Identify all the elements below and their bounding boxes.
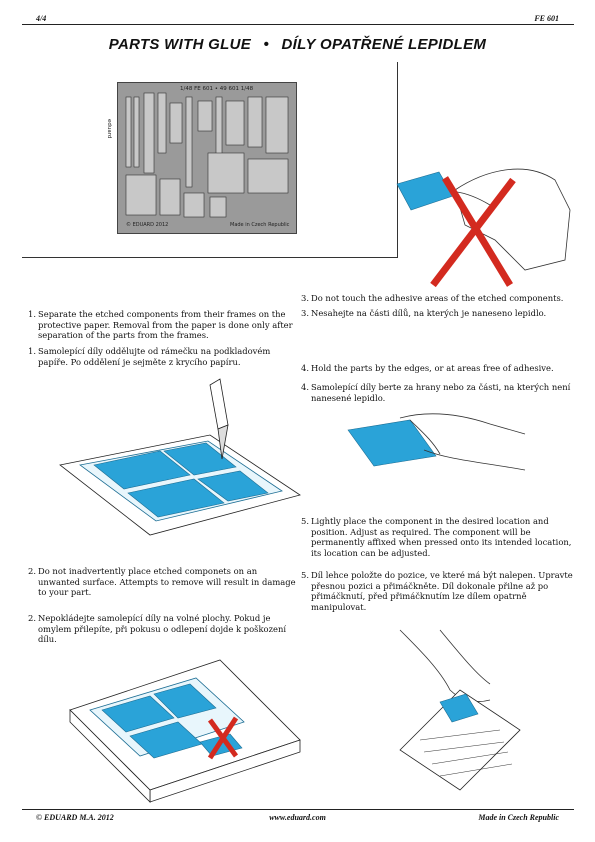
separate-parts-illustration bbox=[60, 385, 300, 535]
step-number: 1. bbox=[28, 309, 36, 319]
step-5-cz bbox=[301, 570, 575, 612]
step-2-cz bbox=[28, 613, 296, 645]
place-component-illustration bbox=[380, 630, 530, 795]
fret-made-in: Made in Czech Republic bbox=[230, 222, 290, 228]
step-text: Samolepící díly oddělujte od rámečku na podkladovém papíře. Po oddělení je sejměte z krycího papíru. bbox=[38, 346, 271, 367]
step-text: Separate the etched components from their frames on the protective paper. Removal from the paper is done only after separation of the parts from the frames. bbox=[38, 309, 293, 341]
footer-made-in: Made in Czech Republic bbox=[478, 813, 559, 822]
etched-fret bbox=[106, 82, 297, 234]
step-number: 2. bbox=[28, 566, 36, 576]
product-code: FE 601 bbox=[534, 14, 559, 23]
touch-adhesive-illustration bbox=[395, 150, 575, 300]
fret-side-label: eduard bbox=[106, 119, 112, 139]
step-number: 5. bbox=[301, 570, 309, 580]
step-text: Do not touch the adhesive areas of the etched components. bbox=[311, 293, 564, 303]
step-text: Hold the parts by the edges, or at areas free of adhesive. bbox=[311, 363, 554, 373]
step-5-en bbox=[301, 516, 575, 558]
hold-by-edges-illustration bbox=[340, 410, 530, 490]
step-3-en bbox=[301, 293, 575, 304]
step-number: 3. bbox=[301, 308, 309, 318]
step-text: Do not inadvertently place etched componets on an unwanted surface. Attempts to remove will result in damage to your part. bbox=[38, 566, 296, 598]
header-rule bbox=[22, 24, 574, 25]
step-number: 2. bbox=[28, 613, 36, 623]
step-text: Díl lehce položte do pozice, ve které má být nalepen. Upravte přesnou pozici a přimáčkněte. Díl dokonale přilne až po přimáčknutí, před přimáčknutím lze dílem opatrně manipulovat. bbox=[311, 570, 573, 612]
footer-website: www.eduard.com bbox=[269, 813, 326, 822]
footer-rule bbox=[22, 809, 574, 810]
step-text: Nesahejte na části dílů, na kterých je naneseno lepidlo. bbox=[311, 308, 547, 318]
step-number: 5. bbox=[301, 516, 309, 526]
step-2-en bbox=[28, 566, 296, 598]
step-1-cz bbox=[28, 346, 296, 367]
fret-parts-drawing bbox=[118, 83, 296, 233]
step-3-cz bbox=[301, 308, 575, 319]
step-number: 4. bbox=[301, 363, 309, 373]
step-4-en bbox=[301, 363, 575, 374]
page-title bbox=[0, 36, 595, 53]
unwanted-surface-illustration bbox=[70, 660, 300, 810]
footer-copyright: © EDUARD M.A. 2012 bbox=[36, 813, 114, 822]
blue-part bbox=[397, 172, 453, 210]
step-number: 4. bbox=[301, 382, 309, 392]
page-number: 4/4 bbox=[36, 14, 47, 23]
step-number: 1. bbox=[28, 346, 36, 356]
step-1-en bbox=[28, 309, 296, 341]
step-text: Samolepící díly berte za hrany nebo za části, na kterých není nanesené lepidlo. bbox=[311, 382, 571, 403]
fret-copyright: © EDUARD 2012 bbox=[126, 222, 169, 228]
step-text: Lightly place the component in the desired location and position. Adjust as required. The component will be permanently affixed when pressed onto its intended location, its location can be adjusted. bbox=[311, 516, 572, 558]
step-4-cz bbox=[301, 382, 575, 403]
title-en: PARTS WITH GLUE bbox=[108, 36, 252, 53]
step-number: 3. bbox=[301, 293, 309, 303]
title-separator: • bbox=[263, 36, 270, 53]
fret-top-label: 1/48 FE 601 • 49 601 1/48 bbox=[180, 86, 254, 92]
step-text: Nepokládejte samolepící díly na volné plochy. Pokud je omylem přilepíte, při pokusu o odlepení dojde k poškození dílu. bbox=[38, 613, 287, 645]
title-cz: DÍLY OPATŘENÉ LEPIDLEM bbox=[281, 36, 487, 53]
